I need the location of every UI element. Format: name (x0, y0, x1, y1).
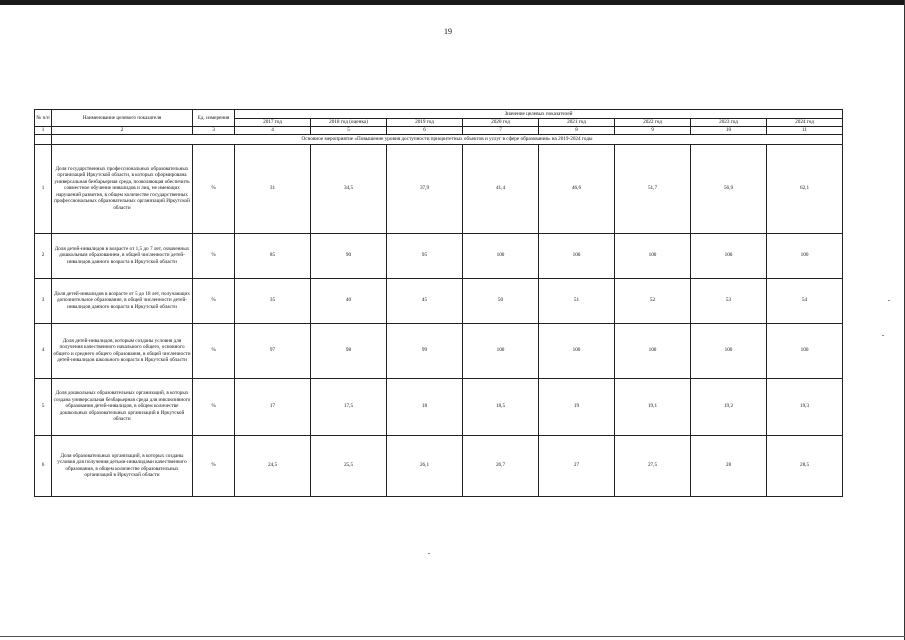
value-cell: 100 (767, 323, 843, 378)
value-cell: 18,5 (463, 378, 539, 435)
col-header-values: Значение целевых показателей (235, 110, 843, 119)
value-cell: 28,5 (767, 435, 843, 496)
value-cell: 45 (387, 278, 463, 323)
column-number: 1 (35, 127, 52, 135)
value-cell: 34,5 (311, 144, 387, 233)
value-cell: 19,1 (615, 378, 691, 435)
value-cell: 52 (615, 278, 691, 323)
value-cell: 19,2 (691, 378, 767, 435)
value-cell: 97 (235, 323, 311, 378)
table-row (35, 435, 843, 496)
value-cell: 27,5 (615, 435, 691, 496)
value-cell: 100 (691, 233, 767, 278)
scan-top-border (0, 0, 905, 5)
value-cell: 99 (387, 323, 463, 378)
indicator-name: Доля государственных профессиональных образовательных организаций Иркутской области, в которых сформирована универсальная безбарьерная среда, позволяющая обеспечить совместное обучение инвалидов и лиц, не имеющих нарушений развития, в общем количестве государственных профессиональных образовательных организаций Иркутской области (52, 144, 193, 233)
value-cell: 26,7 (463, 435, 539, 496)
value-cell: 18 (387, 378, 463, 435)
column-number: 2 (52, 127, 193, 135)
year-header: 2021 год (539, 119, 615, 127)
indicator-name: Доля детей-инвалидов в возрасте от 5 до 18 лет, получающих дополнительное образование, в общей численности детей-инвалидов данного возраста в Иркутской области (52, 278, 193, 323)
row-number: 4 (35, 323, 52, 378)
header-row-top (35, 110, 843, 119)
col-header-num: № п/п (35, 110, 52, 127)
column-number: 8 (539, 127, 615, 135)
value-cell: 62,1 (767, 144, 843, 233)
value-cell: 19,3 (767, 378, 843, 435)
year-header: 2019 год (387, 119, 463, 127)
column-number-row (35, 127, 843, 135)
value-cell: 56,9 (691, 144, 767, 233)
section-title: Основное мероприятие «Повышение уровня доступности приоритетных объектов и услуг в сфере образования» на 2019-2024 годы (52, 134, 843, 144)
year-header: 2024 год (767, 119, 843, 127)
table-row (35, 278, 843, 323)
value-cell: 54 (767, 278, 843, 323)
value-cell: 100 (691, 323, 767, 378)
table-row (35, 323, 843, 378)
unit-cell: % (193, 144, 235, 233)
unit-cell: % (193, 323, 235, 378)
column-number: 4 (235, 127, 311, 135)
value-cell: 100 (539, 233, 615, 278)
year-header: 2017 год (235, 119, 311, 127)
value-cell: 25,5 (311, 435, 387, 496)
value-cell: 100 (539, 323, 615, 378)
unit-cell: % (193, 233, 235, 278)
value-cell: 100 (463, 323, 539, 378)
col-header-name: Наименование целевого показателя (52, 110, 193, 127)
value-cell: 100 (463, 233, 539, 278)
value-cell: 100 (615, 323, 691, 378)
value-cell: 51 (539, 278, 615, 323)
year-header: 2020 год (463, 119, 539, 127)
value-cell: 51,7 (615, 144, 691, 233)
scan-speck (428, 553, 430, 554)
col-header-unit: Ед. измерения (193, 110, 235, 127)
value-cell: 28 (691, 435, 767, 496)
value-cell: 41,4 (463, 144, 539, 233)
value-cell: 37,9 (387, 144, 463, 233)
year-header: 2023 год (691, 119, 767, 127)
indicator-name: Доля детей-инвалидов, которым созданы условия для получения качественного начального общего, основного общего и среднего общего образования, в общей численности детей-инвалидов школьного возраста в Иркутской области (52, 323, 193, 378)
column-number: 7 (463, 127, 539, 135)
year-header: 2018 год (оценка) (311, 119, 387, 127)
unit-cell: % (193, 378, 235, 435)
scan-speck (888, 300, 890, 301)
row-number: 3 (35, 278, 52, 323)
value-cell: 85 (235, 233, 311, 278)
indicator-name: Доля детей-инвалидов в возрасте от 1,5 до 7 лет, охваченных дошкольным образованием, в общей численности детей-инвалидов данного возраста в Иркутской области (52, 233, 193, 278)
column-number: 5 (311, 127, 387, 135)
section-spacer (35, 134, 52, 144)
value-cell: 98 (311, 323, 387, 378)
row-number: 1 (35, 144, 52, 233)
table-row (35, 233, 843, 278)
table-row (35, 144, 843, 233)
row-number: 6 (35, 435, 52, 496)
value-cell: 46,6 (539, 144, 615, 233)
value-cell: 95 (387, 233, 463, 278)
value-cell: 40 (311, 278, 387, 323)
value-cell: 17 (235, 378, 311, 435)
column-number: 11 (767, 127, 843, 135)
value-cell: 100 (767, 233, 843, 278)
value-cell: 24,5 (235, 435, 311, 496)
column-number: 6 (387, 127, 463, 135)
table-row (35, 378, 843, 435)
section-row (35, 134, 843, 144)
value-cell: 27 (539, 435, 615, 496)
column-number: 10 (691, 127, 767, 135)
column-number: 3 (193, 127, 235, 135)
year-header: 2022 год (615, 119, 691, 127)
indicator-name: Доля образовательных организаций, в которых созданы условия для получения детьми-инвалидами качественного образования, в общем количестве образовательных организаций в Иркутской области (52, 435, 193, 496)
value-cell: 90 (311, 233, 387, 278)
value-cell: 100 (615, 233, 691, 278)
scan-speck (882, 335, 884, 336)
value-cell: 35 (235, 278, 311, 323)
unit-cell: % (193, 278, 235, 323)
row-number: 2 (35, 233, 52, 278)
unit-cell: % (193, 435, 235, 496)
value-cell: 50 (463, 278, 539, 323)
value-cell: 26,1 (387, 435, 463, 496)
column-number: 9 (615, 127, 691, 135)
row-number: 5 (35, 378, 52, 435)
value-cell: 19 (539, 378, 615, 435)
page-number: 19 (444, 27, 452, 36)
value-cell: 31 (235, 144, 311, 233)
value-cell: 17,5 (311, 378, 387, 435)
value-cell: 53 (691, 278, 767, 323)
indicators-table (34, 109, 843, 497)
scan-bottom-line (0, 636, 905, 637)
indicator-name: Доля дошкольных образовательных организаций, в которых создана универсальная безбарьерная среда для инклюзивного образования детей-инвалидов, в общем количестве дошкольных образовательных организаций в Иркутской области (52, 378, 193, 435)
